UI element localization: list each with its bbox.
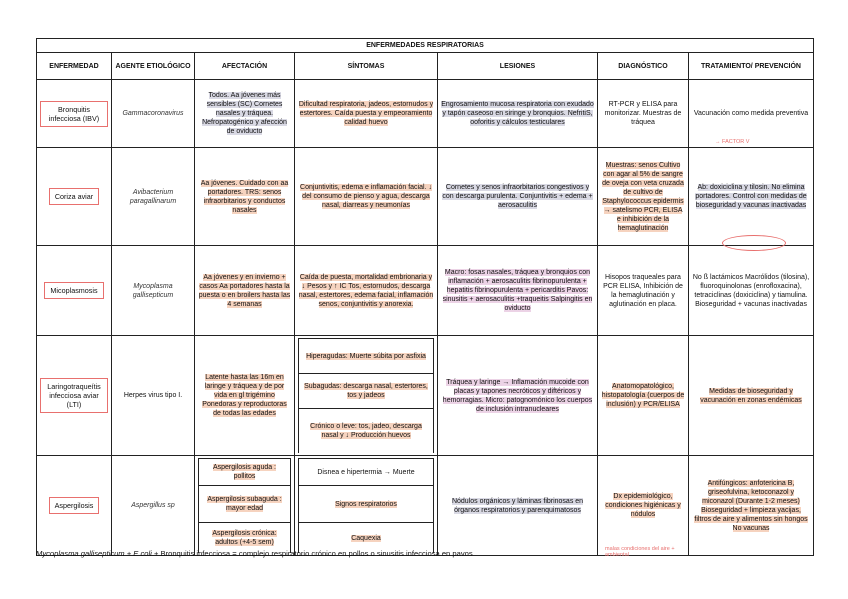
affect-text: Aa jóvenes y en invierno + casos Aa portadores hasta la puesta o en broilers hasta las 4 semanas [198, 273, 291, 308]
handwritten-circle [722, 235, 786, 251]
symptom-hyperacute: Hiperagudas: Muerte súbita por asfixia [306, 352, 426, 360]
affect-cell [195, 246, 295, 336]
table-row [37, 246, 814, 336]
disease-name: Aspergilosis [49, 497, 100, 514]
symptoms-cell [295, 148, 438, 246]
header-row [37, 53, 814, 80]
header-afectacion: AFECTACIÓN [195, 53, 295, 80]
diagnosis-text: Anatomopatológico, histopatología (cuerpos de inclusión) y PCR/ELISA [601, 383, 685, 408]
lesions-cell [438, 456, 598, 556]
lesions-cell [438, 246, 598, 336]
symptoms-text: Dificultad respiratoria, jadeos, estornudos y estertores. Caída puesta y empeoramiento calidad huevo [298, 101, 434, 126]
symptoms-cell [295, 456, 438, 556]
affect-chronic: Aspergilosis crónica: adultos (+4-5 sem) [212, 530, 277, 546]
agent-cell: Herpes virus tipo I. [112, 336, 195, 456]
symptoms-cell [295, 246, 438, 336]
lesions-text: Cornetes y senos infraorbitarios congestivos y con descarga purulenta. Conjuntivitis + edema + aerosaculitis [442, 184, 593, 209]
lesions-text: Tráquea y laringe → Inflamación mucoide con placas y tapones necróticos y diftéricos y hemorragias. Micro: patognomónico los cuerpos de inclusión intranucleares [442, 378, 593, 413]
lesions-text: Nódulos orgánicos y láminas fibrinosas en órganos respiratorios y parenquimatosos [451, 497, 584, 514]
respiratory-diseases-table [36, 38, 814, 556]
treatment-text: Antifúngicos: anfotericina B, griseofulvina, ketoconazol y miconazol (Durante 1-2 meses) Bioseguridad + limpieza yacijas, filtros de aire y alimentos sin hongos No vacunas [694, 479, 808, 532]
affect-cell [195, 148, 295, 246]
diagnosis-cell [598, 80, 689, 148]
disease-name: Micoplasmosis [44, 282, 103, 299]
lesions-text: Engrosamiento mucosa respiratoria con exudado y tapón caseoso en siringe y bronquios. NefritiS, ooforitis y cálculos testiculares [441, 101, 594, 126]
header-tratamiento: TRATAMIENTO/ PREVENCIÓN [689, 53, 814, 80]
disease-name: Coriza aviar [49, 188, 99, 205]
diagnosis-text: Hisopos traqueales para PCR ELISA, Inhibición de la hemaglutinación y aglutinación en placa. [603, 273, 683, 308]
table-row [37, 80, 814, 148]
symptoms-text: Caída de puesta, mortalidad embrionaria y ↓ Pesos y ↑ IC Tos, estornudos, descarga nasal, estertores, edema facial, inflamación senos, conjuntivitis y anorexia. [298, 273, 434, 308]
table-title: ENFERMEDADES RESPIRATORIAS [37, 39, 814, 53]
agent-cell: Mycoplasma gallisepticum [112, 246, 195, 336]
treatment-text: Medidas de bioseguridad y vacunación en zonas endémicas [700, 387, 802, 404]
handwritten-note-factor: → FACTOR V [715, 139, 750, 145]
handwritten-note-air: malas condiciones del aire + ambiental [605, 546, 675, 558]
diagnosis-cell [598, 336, 689, 456]
symptoms-text: Conjuntivitis, edema e inflamación facial. ↓ del consumo de pienso y agua, descarga nasal, diarreas y neumonías [300, 184, 432, 209]
diagnosis-text: Dx epidemiológico, condiciones higiénicas y nódulos [605, 493, 681, 518]
treatment-text: No ß lactámicos Macrólidos (tilosina), fluoroquinolonas (enrofloxacina), tetraciclinas (doxiciclina) y tiamulina. Bioseguridad + vacunas inactivadas [692, 273, 810, 308]
treatment-text: Ab: doxiciclina y tilosin. No elimina portadores. Control con medidas de bioseguridad y vacunas inactivadas [695, 184, 807, 209]
symptom-acute: Disnea e hipertermia → Muerte [317, 468, 415, 476]
diagnosis-cell [598, 456, 689, 556]
header-lesiones: LESIONES [438, 53, 598, 80]
affect-text: Todos. Aa jóvenes más sensibles (SC) Cornetes nasales y tráquea. Nefropatogénico y afección de oviducto [202, 92, 287, 135]
treatment-cell [689, 148, 814, 246]
footnote [36, 549, 473, 558]
symptom-chronic: Crónico o leve: tos, jadeo, descarga nasal y ↓ Producción huevos [310, 423, 422, 439]
symptoms-subtable [298, 458, 434, 553]
affect-subacute: Aspergilosis subaguda : mayor edad [207, 496, 282, 512]
diagnosis-cell [598, 148, 689, 246]
lesions-cell [438, 336, 598, 456]
symptom-subacute: Signos respiratorios [335, 500, 397, 508]
affect-cell [195, 336, 295, 456]
diagnosis-text: RT-PCR y ELISA para monitorizar. Muestras de tráquea [604, 101, 682, 126]
agent-cell: Gammacoronavirus [112, 80, 195, 148]
table-row [37, 336, 814, 456]
agent-cell: Avibacterium paragallinarum [112, 148, 195, 246]
disease-name: Bronquitis infecciosa (IBV) [40, 101, 108, 127]
lesions-text: Macro: fosas nasales, tráquea y bronquios con inflamación + aerosaculitis fibrinopurulenta + hepatitis fibrinopurulenta + pericarditis Pavos: sinusitis + aerosaculitis +traqueitis Salpingitis en oviducto [442, 269, 593, 312]
treatment-cell [689, 336, 814, 456]
affect-acute: Aspergilosis aguda : pollitos [212, 464, 277, 480]
symptom-subacute: Subagudas: descarga nasal, estertores, tos y jadeos [304, 383, 428, 399]
table-row [37, 148, 814, 246]
header-sintomas: SÍNTOMAS [295, 53, 438, 80]
diagnosis-text: Muestras: senos Cultivo con agar al 5% de sangre de oveja con veta cruzada de cultivo de Staphylococcus epidermis → satelismo PCR, ELISA e inhibición de la hemaglutinación [602, 161, 684, 232]
affect-subtable [198, 458, 291, 553]
affect-cell [195, 80, 295, 148]
treatment-cell: Vacunación como medida preventiva [689, 80, 814, 148]
symptom-chronic: Caquexia [351, 534, 381, 542]
agent-cell: Aspergillus sp [112, 456, 195, 556]
symptoms-subtable [298, 338, 434, 453]
lesions-cell [438, 80, 598, 148]
affect-text: Latente hasta las 16m en laringe y tráquea y de por vida en gl trigémino Ponedoras y reproductoras de todas las edades [202, 374, 287, 417]
affect-cell [195, 456, 295, 556]
treatment-cell [689, 246, 814, 336]
header-diagnostico: DIAGNÓSTICO [598, 53, 689, 80]
header-enfermedad: ENFERMEDAD [37, 53, 112, 80]
lesions-cell [438, 148, 598, 246]
treatment-cell [689, 456, 814, 556]
symptoms-cell [295, 336, 438, 456]
disease-name: Laringotraqueítis infecciosa aviar (LTI) [40, 378, 108, 413]
footnote-text: + Bronquitis infecciosa = complejo respiratorio crónico en pollos o sinusitis infecciosa en pavos [151, 549, 473, 558]
table-row [37, 456, 814, 556]
diagnosis-cell [598, 246, 689, 336]
affect-text: Aa jóvenes. Cuidado con aa portadores. TRS: senos infraorbitarios y conductos nasales [200, 179, 289, 214]
symptoms-cell [295, 80, 438, 148]
footnote-organisms: Mycoplasma gallisepticum + E coli [36, 549, 152, 558]
header-agente: AGENTE ETIOLÓGICO [112, 53, 195, 80]
